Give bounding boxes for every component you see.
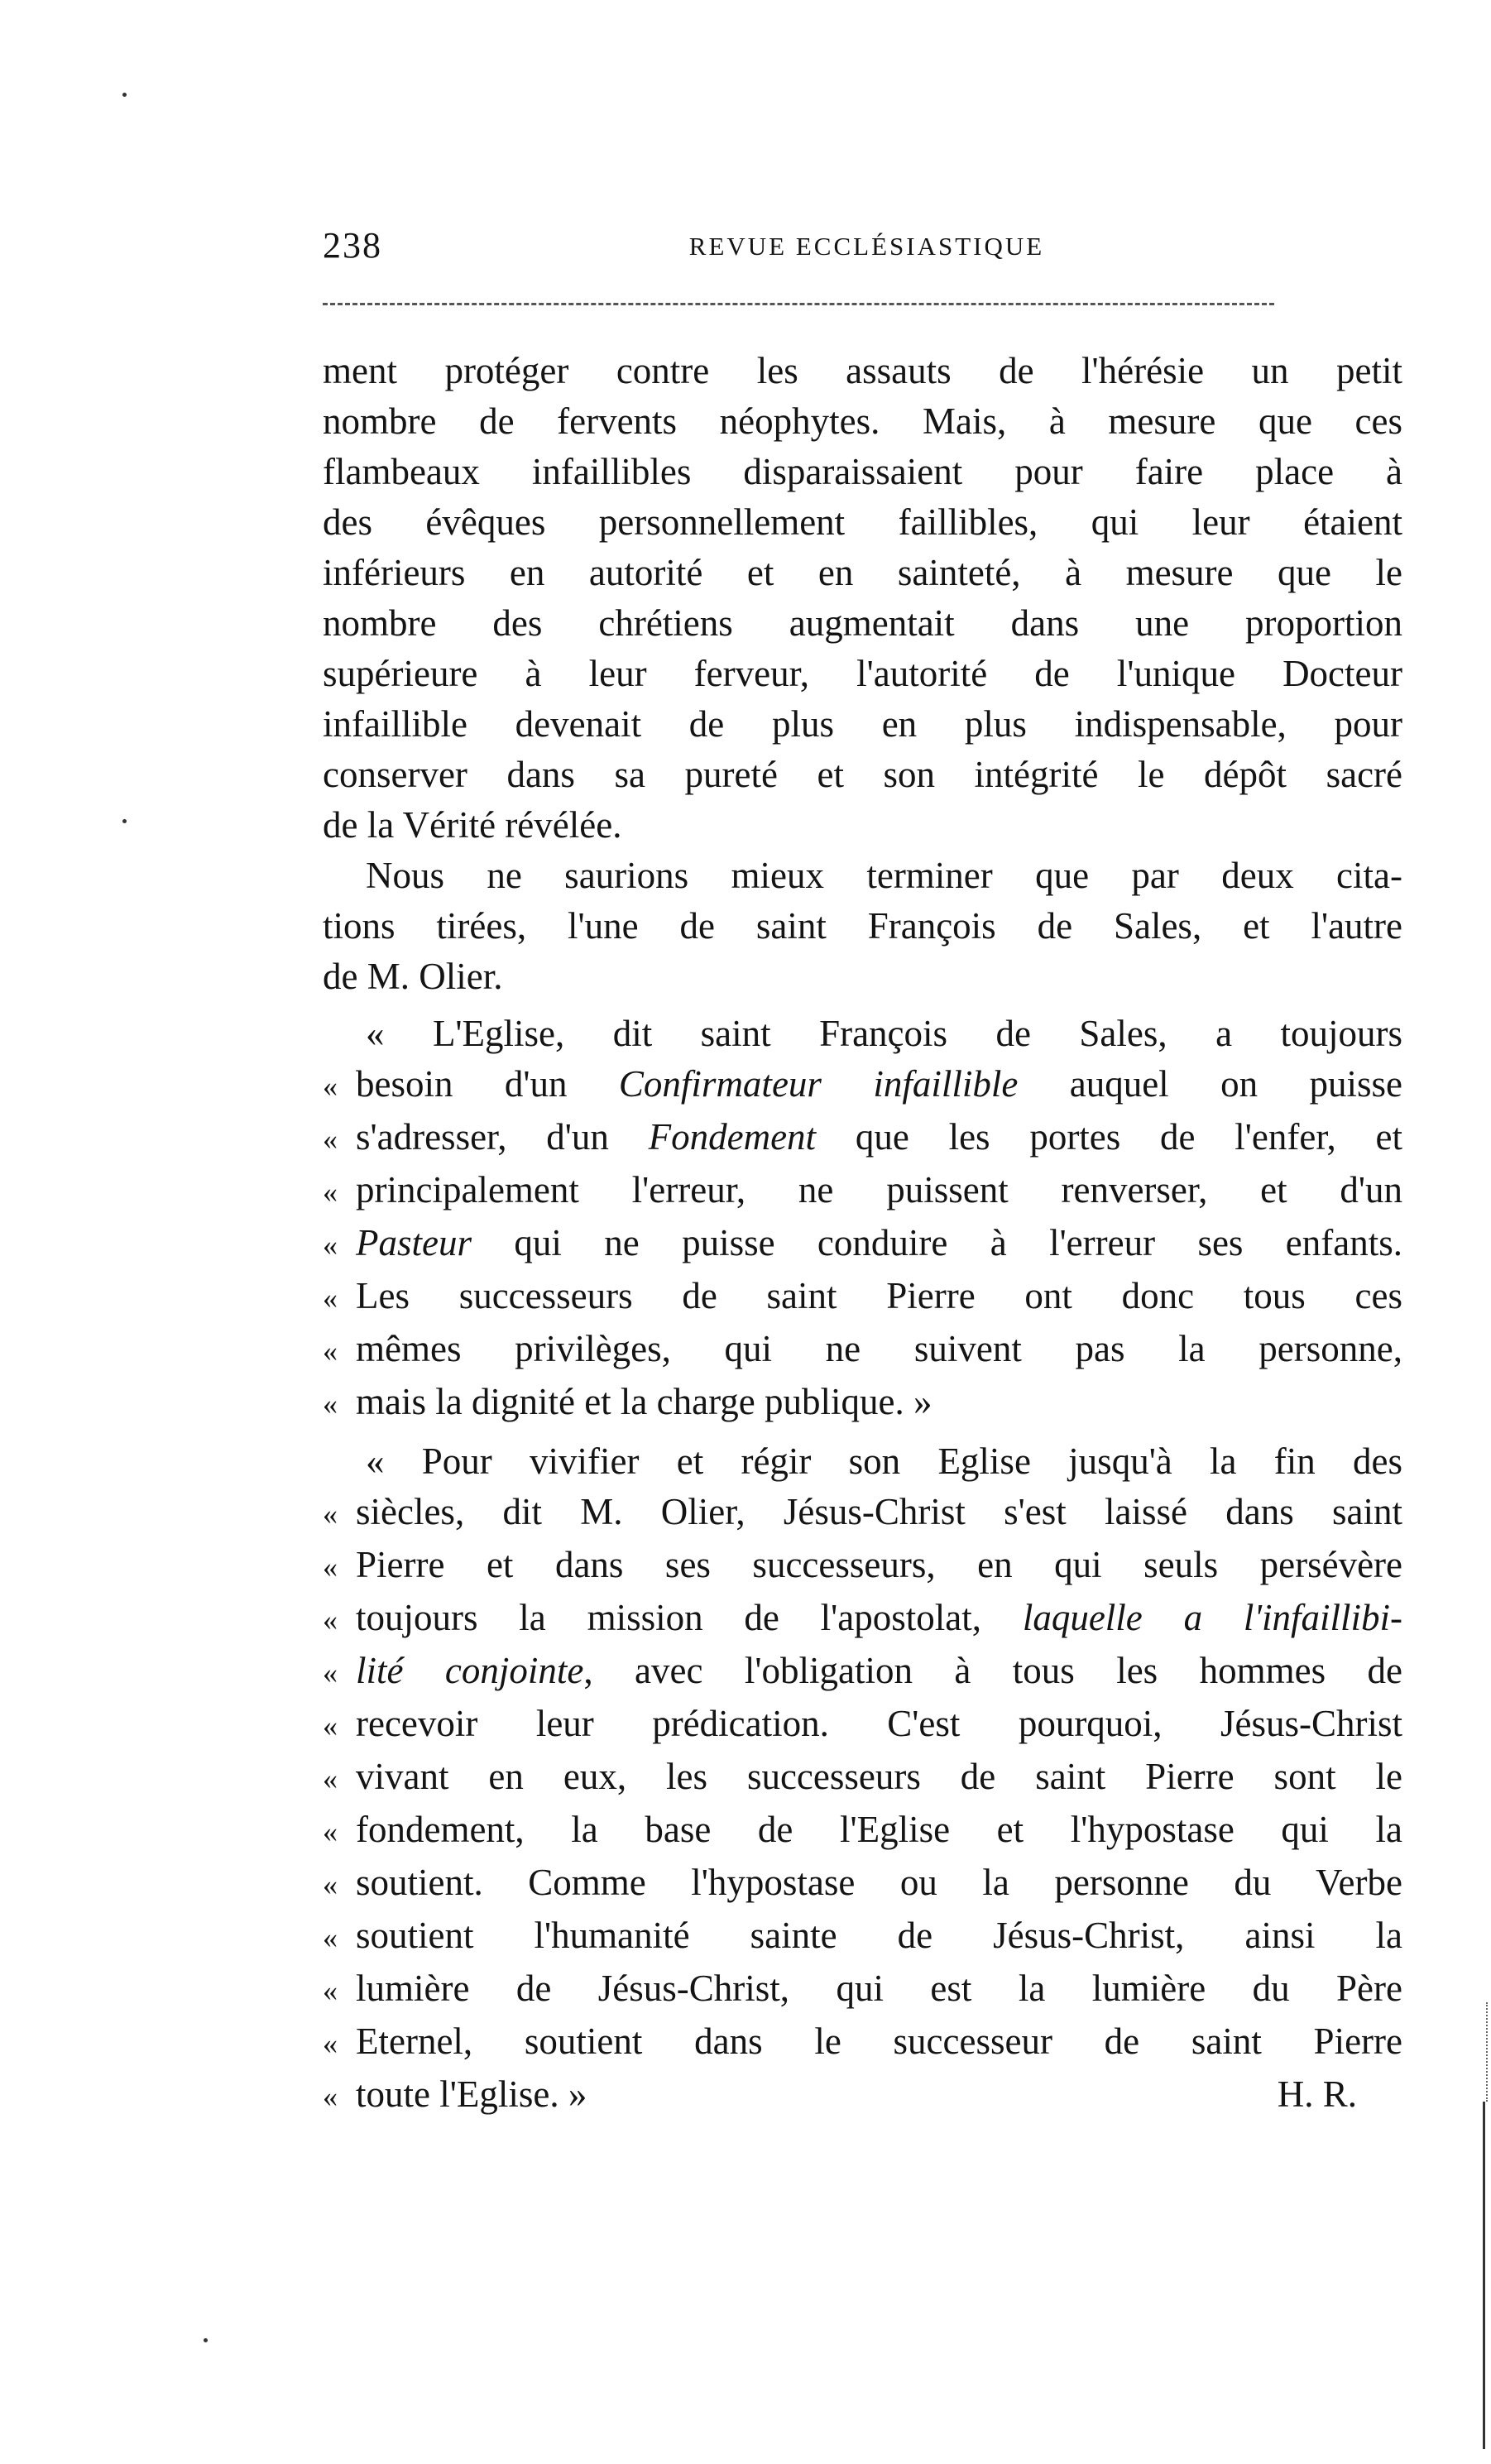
quote-text: Pierre et dans ses successeurs, en qui seuls persévère — [356, 1544, 1402, 1585]
quote-mark: « — [323, 2080, 338, 2113]
quote-olier — [323, 1436, 1402, 2122]
quote-text: s'adresser, d'un — [356, 1116, 649, 1158]
quote-line — [323, 1218, 1402, 1271]
page-number: 238 — [323, 225, 382, 266]
quote-line — [323, 1699, 1402, 1752]
quote-line: « Pour vivifier et régir son Eglise jusqu'à la fin des — [366, 1441, 1402, 1482]
quote-mark: « — [323, 1498, 338, 1531]
quote-text: recevoir leur prédication. C'est pourquoi, Jésus-Christ — [356, 1703, 1402, 1744]
scan-speck — [122, 93, 127, 97]
running-title: REVUE ECCLÉSIASTIQUE — [688, 232, 1045, 261]
author-signature: H. R. — [1277, 2073, 1357, 2115]
quote-mark: « — [323, 1176, 338, 1209]
quote-text: besoin d'un — [356, 1063, 619, 1105]
text-line: ment protéger contre les assauts de l'hérésie un petit — [323, 350, 1402, 391]
quote-mark: « — [323, 1123, 338, 1156]
quote-line — [323, 1910, 1402, 1963]
scan-speck — [204, 2338, 208, 2342]
quote-line: « L'Eglise, dit saint François de Sales, a toujours — [366, 1013, 1402, 1054]
emphasis-fondement: Fondement — [648, 1116, 817, 1158]
quote-text: Les successeurs de saint Pierre ont donc tous ces — [356, 1275, 1402, 1316]
emphasis-infaillibilite: laquelle a l'infaillibi- — [1022, 1597, 1402, 1638]
text-line: de la Vérité révélée. — [323, 804, 622, 846]
quote-mark: « — [323, 2027, 338, 2060]
text-line: Nous ne saurions mieux terminer que par deux cita- — [366, 855, 1402, 896]
quote-text: soutient. Comme l'hypostase ou la personne du Verbe — [356, 1862, 1402, 1903]
text-line: infaillible devenait de plus en plus indispensable, pour — [323, 703, 1402, 745]
quote-mark: « — [323, 1709, 338, 1743]
quote-text: toujours la mission de l'apostolat, — [356, 1597, 1023, 1638]
text-line: nombre des chrétiens augmentait dans une proportion — [323, 602, 1402, 644]
text-line: supérieure à leur ferveur, l'autorité de l'unique Docteur — [323, 653, 1402, 694]
quote-text: principalement l'erreur, ne puissent renverser, et d'un — [356, 1169, 1402, 1210]
text-line: inférieurs en autorité et en sainteté, à mesure que le — [323, 552, 1402, 593]
closing-line — [323, 2069, 1402, 2122]
quote-text: mêmes privilèges, qui ne suivent pas la personne, — [356, 1328, 1402, 1369]
emphasis-confirmateur-infaillible: Confirmateur infaillible — [618, 1063, 1019, 1105]
quote-text: Eternel, soutient dans le successeur de saint Pierre — [356, 2021, 1402, 2062]
quote-text: mais la dignité et la charge publique. » — [356, 1381, 932, 1422]
quote-line — [323, 1165, 1402, 1218]
quote-mark: « — [323, 1921, 338, 1954]
quote-text: auquel on puisse — [1018, 1063, 1402, 1105]
emphasis-pasteur: Pasteur — [356, 1222, 472, 1263]
quote-mark: « — [323, 1229, 338, 1262]
quote-line — [323, 1752, 1402, 1805]
quote-line — [323, 1540, 1402, 1593]
quote-mark: « — [323, 1335, 338, 1368]
quote-text: qui ne puisse conduire à l'erreur ses enfants. — [472, 1222, 1402, 1263]
paragraph-2 — [323, 851, 1402, 1002]
quote-mark: « — [323, 1656, 338, 1690]
text-line: tions tirées, l'une de saint François de Sales, et l'autre — [323, 905, 1402, 947]
quote-line — [323, 1963, 1402, 2016]
text-line: des évêques personnellement faillibles, qui leur étaient — [323, 501, 1402, 543]
quote-mark: « — [323, 1604, 338, 1637]
quote-line — [323, 1112, 1402, 1165]
quote-mark: « — [323, 1551, 338, 1584]
quote-mark: « — [323, 1815, 338, 1848]
quote-text: , avec l'obligation à tous les hommes de — [583, 1650, 1403, 1691]
quote-line — [323, 1377, 1402, 1430]
text-line: nombre de fervents néophytes. Mais, à mesure que ces — [323, 400, 1402, 442]
quote-line — [323, 2069, 587, 2122]
quote-text: lumière de Jésus-Christ, qui est la lumière du Père — [356, 1968, 1402, 2009]
quote-text: que les portes de l'enfer, et — [816, 1116, 1403, 1158]
quote-mark: « — [323, 1762, 338, 1795]
quote-mark: « — [323, 1868, 338, 1901]
quote-francois-de-sales — [323, 1009, 1402, 1430]
paragraph-1 — [323, 346, 1402, 851]
quote-line — [323, 1059, 1402, 1112]
scan-speck — [122, 819, 127, 823]
text-line: de M. Olier. — [323, 956, 503, 997]
body-text — [323, 346, 1402, 2122]
quote-text: soutient l'humanité sainte de Jésus-Christ, ainsi la — [356, 1915, 1402, 1956]
scan-edge-marks — [1486, 2002, 1488, 2102]
header-rule — [323, 303, 1274, 305]
quote-line — [323, 1593, 1402, 1646]
quote-mark: « — [323, 1282, 338, 1315]
scan-edge-line — [1483, 2102, 1485, 2449]
quote-line — [323, 1271, 1402, 1324]
quote-mark: « — [323, 1070, 338, 1103]
quote-line — [323, 1487, 1402, 1540]
emphasis-conjointe: lité conjointe — [356, 1650, 584, 1691]
quote-line — [323, 2016, 1402, 2069]
quote-line — [323, 1324, 1402, 1377]
quote-text: vivant en eux, les successeurs de saint Pierre sont le — [356, 1756, 1402, 1797]
page-header — [323, 225, 1411, 266]
quote-text: siècles, dit M. Olier, Jésus-Christ s'est laissé dans saint — [356, 1491, 1402, 1532]
quote-line — [323, 1805, 1402, 1858]
quote-mark: « — [323, 1388, 338, 1421]
quote-mark: « — [323, 1974, 338, 2007]
text-line: flambeaux infaillibles disparaissaient pour faire place à — [323, 451, 1402, 492]
quote-text: fondement, la base de l'Eglise et l'hypostase qui la — [356, 1809, 1402, 1850]
quote-text: toute l'Eglise. » — [356, 2073, 587, 2115]
text-line: conserver dans sa pureté et son intégrité le dépôt sacré — [323, 754, 1402, 795]
quote-line — [323, 1858, 1402, 1910]
quote-line — [323, 1646, 1402, 1699]
